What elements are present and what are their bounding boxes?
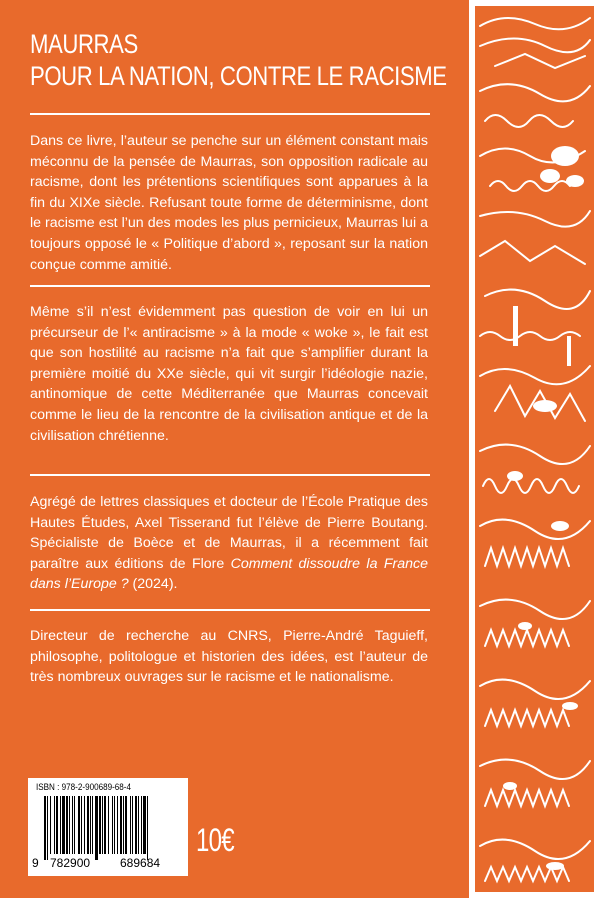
- description-paragraph-1: Dans ce livre, l’auteur se penche sur un élément constant mais méconnu de la pensée de Maurras, son opposition radicale au racisme, dont les prétentions scientifiques sont apparues à la fin du XIXe siècle. Refusant toute forme de déterminisme, dont le racisme est l’un des modes les plus pernicieux, Maurras lui a toujours opposé le « Politique d’abord », reposant sur la nation conçue comme amitié.: [30, 133, 428, 273]
- author-bio: [30, 492, 428, 595]
- barcode-bar: [69, 796, 70, 854]
- book-reference-year: (2024).: [128, 576, 178, 593]
- barcode-bar: [102, 796, 103, 854]
- barcode-bar: [72, 796, 73, 854]
- barcode-bar: [99, 796, 101, 854]
- barcode-bar: [117, 796, 118, 854]
- barcode-digits-right: 689684: [120, 856, 161, 870]
- barcode-bar: [47, 796, 48, 860]
- barcode-bar: [44, 796, 46, 860]
- barcode-bar: [108, 796, 109, 854]
- isbn-text: ISBN : 978-2-900689-68-4: [36, 782, 132, 792]
- barcode-bar: [78, 796, 80, 854]
- barcode-bar: [74, 796, 75, 854]
- barcode-bar: [50, 796, 51, 854]
- woodcut-frame: [475, 6, 594, 892]
- barcode-bar: [90, 796, 91, 854]
- barcode-bar: [147, 796, 148, 860]
- price: 10€: [196, 822, 234, 858]
- woodcut-illustration: [469, 0, 600, 898]
- barcode-bar: [143, 796, 146, 854]
- barcode-bar: [123, 796, 124, 854]
- barcode-bar: [132, 796, 133, 854]
- barcode-bar: [138, 796, 139, 854]
- barcode-bar: [104, 796, 106, 854]
- divider-3: [30, 474, 430, 476]
- barcode-bar: [84, 796, 85, 854]
- book-title: MAURRAS: [30, 29, 138, 59]
- barcode-bar: [92, 796, 93, 854]
- barcode-bar: [87, 796, 89, 854]
- barcode-digits: [28, 856, 188, 870]
- barcode-box: [28, 778, 188, 876]
- barcode-bar: [135, 796, 137, 854]
- barcode-bar: [141, 796, 142, 854]
- description-paragraph-2: Même s’il n’est évidemment pas question de voir en lui un précurseur de l’« antiracisme » à la mode « woke », le fait est que son hostilité au racisme n’a fait que s’amplifier durant la première moitié du XXe siècle, qui vit surgir l’idéologie nazie, antinomique de cette Méditerranée que Maurras concevait comme le lieu de la rencontre de la civilisation antique et de la civilisation chrétienne.: [30, 304, 428, 444]
- barcode-digit-lead: 9: [32, 856, 39, 870]
- barcode-digits-left: 782900: [50, 856, 91, 870]
- book-subtitle: POUR LA NATION, CONTRE LE RACISME: [30, 61, 447, 91]
- title-block: [30, 28, 450, 92]
- barcode-bar: [112, 796, 113, 854]
- barcode-bar: [95, 796, 98, 860]
- preface-bio: Directeur de recherche au CNRS, Pierre-André Taguieff, philosophe, politologue et historien des idées, est l’auteur de très nombreux ouvrages sur le racisme et le nationalisme.: [30, 628, 428, 686]
- barcode-bar: [81, 796, 82, 854]
- barcode-bar: [60, 796, 61, 854]
- author-bio-text: Agrégé de lettres classiques et docteur de l’École Pratique des Hautes Études, Axel Tisserand fut l’élève de Pierre Boutang. Spécialiste de Boèce et de Maurras, il a récemment fait paraître aux éditions de Flore: [30, 494, 428, 572]
- barcode-bar: [54, 796, 55, 854]
- woodcut-landscape-icon: [475, 6, 594, 892]
- barcode-bar: [56, 796, 58, 854]
- barcode-bar: [120, 796, 122, 854]
- barcode-bar: [130, 796, 131, 854]
- book-reference-title: Comment dissoudre la France dans l’Europe ?: [30, 555, 428, 593]
- divider-4: [30, 609, 430, 611]
- barcode-bar: [66, 796, 68, 854]
- divider-top: [30, 113, 430, 115]
- barcode-bar: [114, 796, 115, 854]
- divider-2: [30, 285, 430, 287]
- barcode-bar: [62, 796, 65, 854]
- barcode-bar: [125, 796, 127, 854]
